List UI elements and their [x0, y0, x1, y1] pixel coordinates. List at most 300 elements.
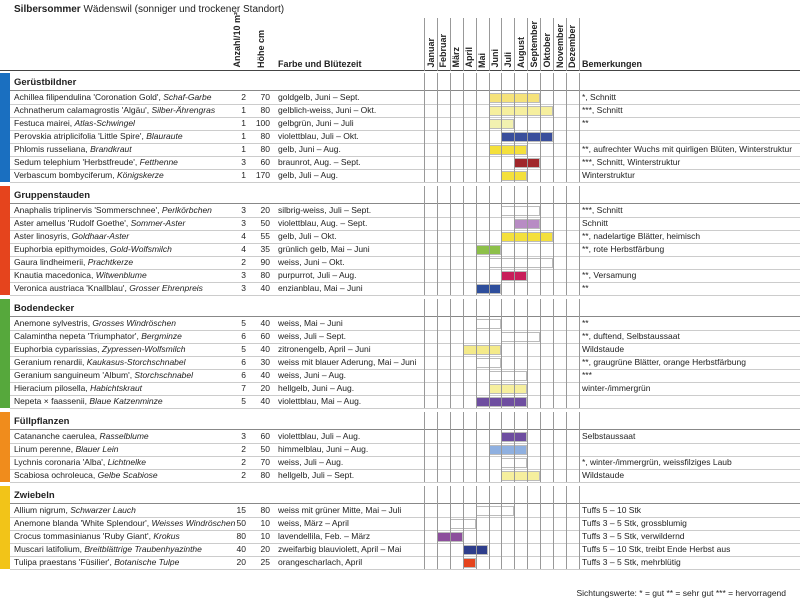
plant-row	[10, 117, 800, 131]
group-color-bar	[0, 299, 10, 408]
plant-group	[0, 486, 800, 569]
plant-height: 20	[260, 205, 270, 215]
bloom-period-bar	[489, 106, 554, 116]
plant-color-bloom: gelb, Juli – Okt.	[278, 231, 337, 241]
bloom-period-bar	[463, 558, 476, 568]
bloom-period-bar	[476, 506, 515, 516]
month-gridline	[424, 186, 425, 295]
plant-name: Achillea filipendulina 'Coronation Gold', Schaf-Garbe	[14, 92, 212, 102]
month-gridline	[450, 486, 451, 569]
plant-color-bloom: gelb, Juni – Aug.	[278, 144, 341, 154]
plant-row	[10, 130, 800, 144]
plant-color-bloom: weiss, März – April	[278, 518, 349, 528]
plant-height: 40	[260, 370, 270, 380]
group-color-bar	[0, 412, 10, 482]
plant-height: 35	[260, 244, 270, 254]
group-color-bar	[0, 186, 10, 295]
plant-row	[10, 343, 800, 357]
plant-height: 40	[260, 318, 270, 328]
plant-color-bloom: gelbgrün, Juni – Juli	[278, 118, 354, 128]
plant-name: Anemone sylvestris, Grosses Windröschen	[14, 318, 176, 328]
month-gridline	[553, 412, 554, 482]
plant-name: Geranium sanguineum 'Album', Storchschnabel	[14, 370, 194, 380]
plant-color-bloom: braunrot, Aug. – Sept.	[278, 157, 361, 167]
month-gridline	[553, 73, 554, 182]
plant-count: 3	[241, 283, 246, 293]
plant-height: 50	[260, 218, 270, 228]
plant-remarks: ***, Schnitt	[582, 205, 623, 215]
month-header-gridline	[424, 18, 425, 71]
plant-color-bloom: violettblau, Juli – Aug.	[278, 431, 361, 441]
month-header: September	[528, 21, 539, 68]
month-header: Januar	[425, 38, 436, 68]
month-header-gridline	[514, 18, 515, 71]
month-gridline	[514, 73, 515, 182]
month-header: Mai	[477, 52, 488, 68]
plant-height: 30	[260, 357, 270, 367]
month-gridline	[424, 73, 425, 182]
plant-height: 10	[260, 518, 270, 528]
plant-count: 50	[236, 518, 246, 528]
group-title: Gerüstbildner	[14, 77, 77, 88]
month-gridline	[514, 299, 515, 408]
plant-color-bloom: weiss, Juli – Aug.	[278, 457, 344, 467]
plant-count: 6	[241, 331, 246, 341]
plant-remarks: Tuffs 3 – 5 Stk, verwildernd	[582, 531, 685, 541]
plant-color-bloom: enzianblau, Mai – Juni	[278, 283, 363, 293]
month-header-gridline	[579, 18, 580, 71]
month-gridline	[514, 486, 515, 569]
plant-count: 2	[241, 92, 246, 102]
month-header-gridline	[450, 18, 451, 71]
month-gridline	[540, 299, 541, 408]
plant-remarks: **, duftend, Selbstaussaat	[582, 331, 680, 341]
month-gridline	[501, 73, 502, 182]
plant-height: 80	[260, 505, 270, 515]
month-gridline	[489, 186, 490, 295]
plant-remarks	[582, 130, 800, 143]
month-gridline	[566, 412, 567, 482]
plant-row	[10, 104, 800, 118]
plant-count: 80	[236, 531, 246, 541]
plant-name: Aster linosyris, Goldhaar-Aster	[14, 231, 130, 241]
plant-name: Phlomis russeliana, Brandkraut	[14, 144, 132, 154]
plant-remarks: Tuffs 3 – 5 Stk, mehrblütig	[582, 557, 681, 567]
plant-count: 2	[241, 470, 246, 480]
plant-color-bloom: violettblau, Juli – Okt.	[278, 131, 359, 141]
group-color-bar	[0, 486, 10, 569]
month-gridline	[527, 73, 528, 182]
plant-height: 20	[260, 544, 270, 554]
plant-row	[10, 143, 800, 157]
plant-row	[10, 217, 800, 231]
month-gridline	[501, 486, 502, 569]
plant-height: 80	[260, 131, 270, 141]
plant-row	[10, 91, 800, 105]
plant-remarks: winter-/immergrün	[582, 383, 651, 393]
month-gridline	[463, 486, 464, 569]
month-header: Oktober	[541, 33, 552, 68]
plant-height: 170	[255, 170, 270, 180]
bloom-period-bar	[489, 145, 528, 155]
plant-count: 5	[241, 318, 246, 328]
plant-count: 2	[241, 444, 246, 454]
plant-count: 3	[241, 205, 246, 215]
plant-name: Hieracium pilosella, Habichtskraut	[14, 383, 143, 393]
col-count-header: Anzahl/10 m²	[232, 12, 242, 68]
plant-name: Scabiosa ochroleuca, Gelbe Scabiose	[14, 470, 158, 480]
plant-height: 70	[260, 457, 270, 467]
plant-name: Crocus tommasinianus 'Ruby Giant', Krokus	[14, 531, 180, 541]
month-gridline	[501, 299, 502, 408]
plant-color-bloom: gelblich-weiss, Juni – Okt.	[278, 105, 377, 115]
month-gridline	[514, 412, 515, 482]
month-gridline	[450, 412, 451, 482]
month-gridline	[437, 299, 438, 408]
plant-name: Muscari latifolium, Breitblättrige Traubenhyazinthe	[14, 544, 202, 554]
plant-color-bloom: lavendellila, Feb. – März	[278, 531, 371, 541]
month-header-gridline	[489, 18, 490, 71]
plant-row	[10, 369, 800, 383]
plant-color-bloom: weiss, Mai – Juni	[278, 318, 343, 328]
plant-color-bloom: weiss mit grüner Mitte, Mai – Juli	[278, 505, 402, 515]
group-title: Füllpflanzen	[14, 416, 70, 427]
plant-count: 3	[241, 218, 246, 228]
month-gridline	[514, 186, 515, 295]
plant-count: 1	[241, 170, 246, 180]
plant-count: 1	[241, 118, 246, 128]
plant-name: Euphorbia cyparissias, Zypressen-Wolfsmilch	[14, 344, 186, 354]
rating-legend: Sichtungswerte: * = gut ** = sehr gut *** = hervorragend	[576, 588, 786, 598]
plant-name: Knautia macedonica, Witwenblume	[14, 270, 147, 280]
plant-remarks: Tuffs 5 – 10 Stk, treibt Ende Herbst aus	[582, 544, 731, 554]
plant-count: 1	[241, 105, 246, 115]
group-color-bar	[0, 73, 10, 182]
plant-count: 5	[241, 344, 246, 354]
month-gridline	[553, 186, 554, 295]
plant-height: 80	[260, 470, 270, 480]
month-header: März	[451, 47, 462, 68]
plant-name: Gaura lindheimerii, Prachtkerze	[14, 257, 134, 267]
plant-height: 50	[260, 444, 270, 454]
plant-remarks: Selbstaussaat	[582, 431, 636, 441]
plant-name: Verbascum bombyciferum, Königskerze	[14, 170, 164, 180]
plant-color-bloom: purpurrot, Juli – Aug.	[278, 270, 357, 280]
plant-height: 80	[260, 144, 270, 154]
plant-height: 90	[260, 257, 270, 267]
bloom-period-bar	[463, 345, 502, 355]
plant-name: Allium nigrum, Schwarzer Lauch	[14, 505, 136, 515]
plant-count: 1	[241, 144, 246, 154]
plant-name: Linum perenne, Blauer Lein	[14, 444, 119, 454]
month-header-gridline	[527, 18, 528, 71]
month-gridline	[540, 486, 541, 569]
plant-color-bloom: gelb, Juli – Aug.	[278, 170, 339, 180]
plant-height: 100	[255, 118, 270, 128]
plant-color-bloom: weiss, Juni – Okt.	[278, 257, 345, 267]
plant-remarks: Tuffs 5 – 10 Stk	[582, 505, 642, 515]
month-header-gridline	[476, 18, 477, 71]
bloom-period-bar	[489, 371, 528, 381]
plant-remarks	[582, 443, 800, 456]
plant-color-bloom: grünlich gelb, Mai – Juni	[278, 244, 370, 254]
group-title: Bodendecker	[14, 303, 75, 314]
plant-name: Aster amellus 'Rudolf Goethe', Sommer-Aster	[14, 218, 186, 228]
plant-remarks: ***, Schnitt	[582, 105, 623, 115]
col-height-header: Höhe cm	[256, 29, 266, 68]
plant-color-bloom: silbrig-weiss, Juli – Sept.	[278, 205, 372, 215]
plant-height: 40	[260, 396, 270, 406]
plant-remarks: Schnitt	[582, 218, 608, 228]
month-header: Februar	[438, 34, 449, 68]
plant-row	[10, 517, 800, 531]
plant-color-bloom: goldgelb, Juni – Sept.	[278, 92, 360, 102]
plant-row	[10, 156, 800, 170]
plant-name: Anaphalis triplinervis 'Sommerschnee', Perlkörbchen	[14, 205, 212, 215]
plant-remarks: Wildstaude	[582, 470, 625, 480]
month-gridline	[566, 73, 567, 182]
plant-row	[10, 443, 800, 457]
month-header: Juni	[490, 49, 500, 68]
bloom-period-bar	[489, 384, 528, 394]
month-gridline	[553, 299, 554, 408]
plant-row	[10, 543, 800, 557]
plant-height: 20	[260, 383, 270, 393]
month-gridline	[527, 412, 528, 482]
table-title: Silbersommer Wädenswil (sonniger und trockener Standort)	[14, 4, 285, 15]
plant-color-bloom: weiss, Juni – Aug.	[278, 370, 347, 380]
plant-row	[10, 256, 800, 270]
plant-count: 4	[241, 231, 246, 241]
month-gridline	[566, 299, 567, 408]
plant-row	[10, 243, 800, 257]
plant-color-bloom: himmelblau, Juni – Aug.	[278, 444, 369, 454]
plant-remarks: **, nadelartige Blätter, heimisch	[582, 231, 701, 241]
plant-name: Tulipa praestans 'Füsilier', Botanische Tulpe	[14, 557, 180, 567]
plant-row	[10, 556, 800, 570]
month-gridline	[579, 486, 580, 569]
month-gridline	[437, 412, 438, 482]
plant-row	[10, 204, 800, 218]
plant-remarks: **, Versamung	[582, 270, 637, 280]
plant-remarks: **, aufrechter Wuchs mit quirligen Blüten, Winterstruktur	[582, 144, 793, 154]
month-gridline	[553, 486, 554, 569]
plant-height: 10	[260, 531, 270, 541]
bloom-period-bar	[501, 471, 540, 481]
month-header-gridline	[501, 18, 502, 71]
plant-row	[10, 382, 800, 396]
month-gridline	[437, 186, 438, 295]
month-header-gridline	[566, 18, 567, 71]
plant-name: Geranium renardii, Kaukasus-Storchschnabel	[14, 357, 186, 367]
month-gridline	[489, 299, 490, 408]
plant-color-bloom: weiss mit blauer Aderung, Mai – Juni	[278, 357, 417, 367]
month-gridline	[450, 299, 451, 408]
month-gridline	[579, 186, 580, 295]
plant-remarks: ***	[582, 370, 592, 380]
plant-height: 70	[260, 92, 270, 102]
month-header: Juli	[502, 52, 513, 68]
plant-name: Anemone blanda 'White Splendour', Weisses Windröschen	[14, 518, 236, 528]
group-title: Zwiebeln	[14, 490, 55, 501]
plant-row	[10, 317, 800, 331]
plant-height: 55	[260, 231, 270, 241]
month-gridline	[450, 73, 451, 182]
month-gridline	[476, 73, 477, 182]
month-gridline	[540, 73, 541, 182]
month-gridline	[476, 299, 477, 408]
plant-height: 40	[260, 283, 270, 293]
plant-remarks: **	[582, 283, 589, 293]
plant-name: Perovskia atriplicifolia 'Little Spire', Blauraute	[14, 131, 183, 141]
plant-count: 5	[241, 396, 246, 406]
plant-row	[10, 530, 800, 544]
bloom-period-bar	[489, 445, 528, 455]
plant-name: Catananche caerulea, Rasselblume	[14, 431, 149, 441]
month-header-gridline	[463, 18, 464, 71]
month-gridline	[540, 186, 541, 295]
plant-height: 60	[260, 331, 270, 341]
plant-name: Euphorbia epithymoides, Gold-Wolfsmilch	[14, 244, 172, 254]
plant-name: Festuca mairei, Atlas-Schwingel	[14, 118, 135, 128]
plant-name: Nepeta × faassenii, Blaue Katzenminze	[14, 396, 163, 406]
month-gridline	[463, 73, 464, 182]
plant-remarks: *, Schnitt	[582, 92, 617, 102]
plant-color-bloom: zweifarbig blauviolett, April – Mai	[278, 544, 402, 554]
plant-color-bloom: weiss, Juli – Sept.	[278, 331, 347, 341]
plant-name: Veronica austriaca 'Knallblau', Grosser Ehrenpreis	[14, 283, 203, 293]
plant-count: 1	[241, 131, 246, 141]
plant-remarks	[582, 256, 800, 269]
plant-row	[10, 456, 800, 470]
bloom-period-bar	[489, 258, 554, 268]
month-gridline	[463, 412, 464, 482]
plant-remarks: **	[582, 318, 589, 328]
month-gridline	[450, 186, 451, 295]
plant-remarks: *, winter-/immergrün, weissfilziges Laub	[582, 457, 732, 467]
plant-height: 25	[260, 557, 270, 567]
plant-height: 60	[260, 431, 270, 441]
group-title: Gruppenstauden	[14, 190, 91, 201]
plant-remarks: Tuffs 3 – 5 Stk, grossblumig	[582, 518, 687, 528]
plant-name: Achnatherum calamagrostis 'Algäu', Silber-Ährengras	[14, 105, 216, 115]
month-gridline	[463, 299, 464, 408]
plant-count: 40	[236, 544, 246, 554]
month-gridline	[579, 412, 580, 482]
plant-count: 20	[236, 557, 246, 567]
plant-height: 80	[260, 270, 270, 280]
month-gridline	[566, 486, 567, 569]
plant-remarks: **, graugrüne Blätter, orange Herbstfärbung	[582, 357, 746, 367]
month-gridline	[489, 73, 490, 182]
plant-color-bloom: zitronengelb, April – Juni	[278, 344, 371, 354]
plant-color-bloom: violettblau, Mai – Aug.	[278, 396, 362, 406]
month-header: August	[515, 37, 526, 68]
plant-name: Sedum telephium 'Herbstfreude', Fetthenne	[14, 157, 178, 167]
plant-remarks: **	[582, 118, 589, 128]
plant-row	[10, 169, 800, 183]
plant-row	[10, 430, 800, 444]
month-gridline	[579, 73, 580, 182]
plant-height: 80	[260, 105, 270, 115]
plant-height: 60	[260, 157, 270, 167]
plant-count: 7	[241, 383, 246, 393]
plant-count: 4	[241, 244, 246, 254]
month-gridline	[527, 486, 528, 569]
month-header: November	[554, 23, 565, 68]
plant-name: Calamintha nepeta 'Triumphator', Bergminze	[14, 331, 182, 341]
plant-color-bloom: hellgelb, Juni – Aug.	[278, 383, 355, 393]
plant-count: 2	[241, 457, 246, 467]
plant-count: 15	[236, 505, 246, 515]
plant-row	[10, 230, 800, 244]
plant-height: 40	[260, 344, 270, 354]
month-gridline	[476, 412, 477, 482]
plant-row	[10, 504, 800, 518]
month-header: April	[464, 47, 475, 68]
plant-count: 6	[241, 370, 246, 380]
plant-remarks: Wildstaude	[582, 344, 625, 354]
plant-group	[0, 186, 800, 295]
month-gridline	[463, 186, 464, 295]
plant-group	[0, 299, 800, 408]
month-gridline	[489, 486, 490, 569]
month-gridline	[540, 412, 541, 482]
month-gridline	[424, 412, 425, 482]
plant-group	[0, 412, 800, 482]
plant-row	[10, 282, 800, 296]
bloom-period-bar	[501, 206, 540, 216]
month-gridline	[476, 186, 477, 295]
bloom-period-bar	[501, 332, 540, 342]
plant-remarks: Winterstruktur	[582, 170, 635, 180]
month-gridline	[424, 299, 425, 408]
plant-remarks: ***, Schnitt, Winterstruktur	[582, 157, 681, 167]
plant-count: 3	[241, 157, 246, 167]
header-rule	[0, 70, 800, 71]
month-gridline	[579, 299, 580, 408]
month-gridline	[566, 186, 567, 295]
month-gridline	[501, 186, 502, 295]
plant-group	[0, 73, 800, 182]
month-gridline	[501, 412, 502, 482]
plant-count: 6	[241, 357, 246, 367]
month-gridline	[476, 486, 477, 569]
month-header-gridline	[437, 18, 438, 71]
month-gridline	[437, 73, 438, 182]
month-gridline	[489, 412, 490, 482]
plant-count: 3	[241, 431, 246, 441]
month-gridline	[527, 299, 528, 408]
plant-count: 3	[241, 270, 246, 280]
month-header-gridline	[553, 18, 554, 71]
month-header-gridline	[540, 18, 541, 71]
col-remarks-header: Bemerkungen	[582, 59, 643, 69]
plant-count: 2	[241, 257, 246, 267]
plant-row	[10, 330, 800, 344]
plant-color-bloom: hellgelb, Juli – Sept.	[278, 470, 355, 480]
plant-row	[10, 356, 800, 370]
plant-row	[10, 269, 800, 283]
plant-row	[10, 395, 800, 409]
plant-color-bloom: violettblau, Aug. – Sept.	[278, 218, 368, 228]
month-header: Dezember	[567, 24, 578, 68]
plant-remarks	[582, 395, 800, 408]
col-color-header: Farbe und Blütezeit	[278, 59, 362, 69]
plant-row	[10, 469, 800, 483]
plant-name: Lychnis coronaria 'Alba', Lichtnelke	[14, 457, 146, 467]
table-header	[0, 12, 800, 71]
